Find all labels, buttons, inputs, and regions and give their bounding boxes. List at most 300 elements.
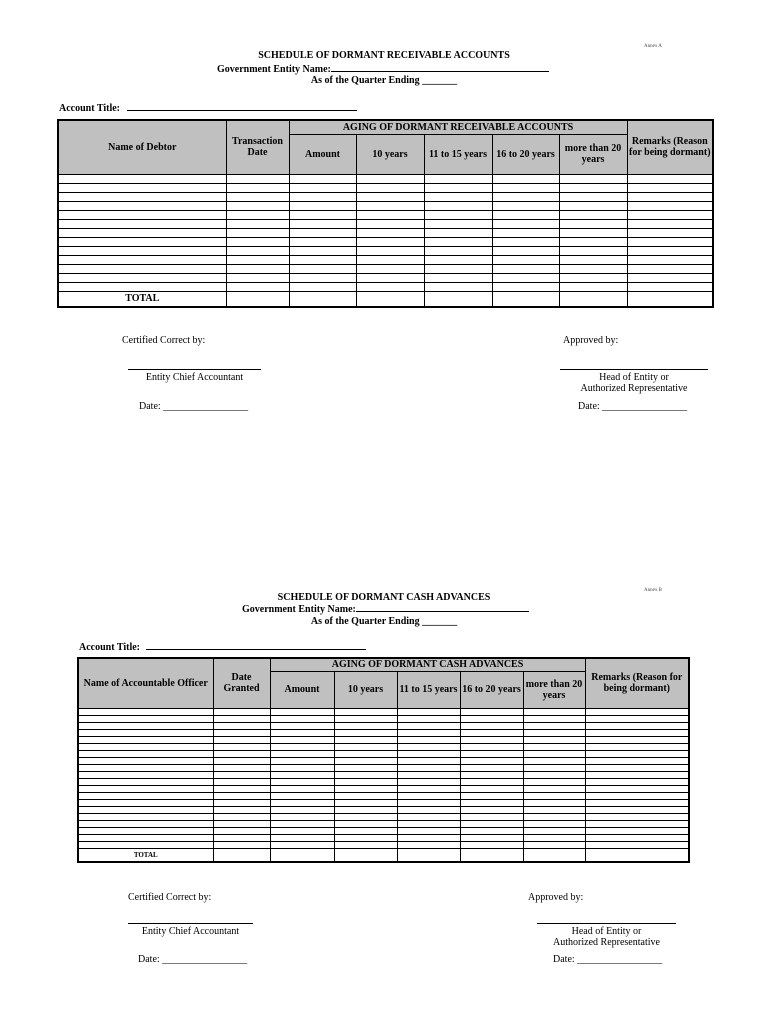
table-cell[interactable] <box>585 827 689 834</box>
table-cell[interactable] <box>226 201 289 210</box>
table-cell[interactable] <box>78 722 213 729</box>
table-cell[interactable] <box>356 210 424 219</box>
table-cell[interactable] <box>270 778 334 785</box>
table-cell[interactable] <box>270 785 334 792</box>
table-cell[interactable] <box>460 736 523 743</box>
table-cell[interactable] <box>289 273 356 282</box>
table-cell[interactable] <box>356 183 424 192</box>
signature-line-accountant[interactable] <box>128 369 261 370</box>
table-cell[interactable] <box>78 771 213 778</box>
table-cell[interactable] <box>356 246 424 255</box>
table-cell[interactable] <box>213 757 270 764</box>
table-cell[interactable] <box>213 834 270 841</box>
table-cell[interactable] <box>492 228 559 237</box>
table-cell[interactable] <box>270 764 334 771</box>
table-cell[interactable] <box>397 771 460 778</box>
table-cell[interactable] <box>270 750 334 757</box>
table-cell[interactable] <box>58 219 226 228</box>
table-cell[interactable] <box>492 183 559 192</box>
table-cell[interactable] <box>585 813 689 820</box>
table-cell[interactable] <box>424 201 492 210</box>
table-cell[interactable] <box>627 255 713 264</box>
table-cell[interactable] <box>213 813 270 820</box>
table-cell[interactable] <box>78 799 213 806</box>
signature-line-accountant[interactable] <box>128 923 253 924</box>
table-cell[interactable] <box>213 729 270 736</box>
table-cell[interactable] <box>424 273 492 282</box>
table-cell[interactable] <box>460 771 523 778</box>
table-cell[interactable] <box>270 834 334 841</box>
table-cell[interactable] <box>397 792 460 799</box>
table-cell[interactable] <box>270 806 334 813</box>
table-cell[interactable] <box>78 729 213 736</box>
table-cell[interactable] <box>58 246 226 255</box>
total-label: TOTAL <box>58 291 226 307</box>
table-cell[interactable] <box>289 219 356 228</box>
table-cell[interactable] <box>289 210 356 219</box>
table-cell[interactable] <box>460 841 523 848</box>
table-cell[interactable] <box>523 806 585 813</box>
table-cell[interactable] <box>492 219 559 228</box>
table-cell[interactable] <box>356 237 424 246</box>
table-cell[interactable] <box>334 708 397 715</box>
table-cell[interactable] <box>523 820 585 827</box>
table-cell[interactable] <box>213 764 270 771</box>
table-cell[interactable] <box>492 192 559 201</box>
table-cell[interactable] <box>289 228 356 237</box>
table-cell[interactable] <box>289 183 356 192</box>
table-cell[interactable] <box>627 273 713 282</box>
table-row <box>78 764 689 771</box>
table-cell[interactable] <box>460 708 523 715</box>
table-cell[interactable] <box>460 834 523 841</box>
signature-line-head[interactable] <box>537 923 676 924</box>
table-cell[interactable] <box>270 813 334 820</box>
table-cell[interactable] <box>397 820 460 827</box>
table-row <box>58 237 713 246</box>
table-cell[interactable] <box>334 771 397 778</box>
table-cell[interactable] <box>226 264 289 273</box>
table-cell[interactable] <box>78 813 213 820</box>
table-cell[interactable] <box>559 192 627 201</box>
table-cell[interactable] <box>460 806 523 813</box>
table-cell[interactable] <box>334 743 397 750</box>
table-row <box>58 246 713 255</box>
table-cell[interactable] <box>397 708 460 715</box>
table-cell[interactable] <box>559 264 627 273</box>
table-cell[interactable] <box>397 764 460 771</box>
table-cell[interactable] <box>460 743 523 750</box>
table-cell[interactable] <box>78 715 213 722</box>
table-cell[interactable] <box>585 834 689 841</box>
table-cell[interactable] <box>585 722 689 729</box>
table-cell[interactable] <box>585 729 689 736</box>
table-cell[interactable] <box>356 282 424 291</box>
table-cell[interactable] <box>523 827 585 834</box>
table-cell[interactable] <box>523 715 585 722</box>
table-cell[interactable] <box>523 785 585 792</box>
table-cell[interactable] <box>523 771 585 778</box>
table-cell[interactable] <box>356 201 424 210</box>
table-cell[interactable] <box>78 785 213 792</box>
table-cell[interactable] <box>226 183 289 192</box>
table-cell[interactable] <box>585 799 689 806</box>
table-cell[interactable] <box>424 210 492 219</box>
table-cell[interactable] <box>460 778 523 785</box>
table-cell[interactable] <box>523 729 585 736</box>
table-cell[interactable] <box>289 174 356 183</box>
table-cell[interactable] <box>213 736 270 743</box>
table-cell[interactable] <box>289 255 356 264</box>
table-cell[interactable] <box>397 736 460 743</box>
table-cell[interactable] <box>78 764 213 771</box>
table-cell[interactable] <box>460 729 523 736</box>
table-cell[interactable] <box>523 757 585 764</box>
table-cell[interactable] <box>213 743 270 750</box>
table-cell[interactable] <box>334 841 397 848</box>
table-cell[interactable] <box>585 764 689 771</box>
table-row <box>58 255 713 264</box>
date-field-left[interactable]: Date: _________________ <box>139 401 249 412</box>
table-cell[interactable] <box>213 827 270 834</box>
date-field-left[interactable]: Date: _________________ <box>138 954 248 965</box>
table-cell[interactable] <box>356 255 424 264</box>
table-cell[interactable] <box>585 743 689 750</box>
table-cell[interactable] <box>78 820 213 827</box>
table-cell[interactable] <box>559 219 627 228</box>
table-cell[interactable] <box>559 201 627 210</box>
table-cell[interactable] <box>270 708 334 715</box>
table-cell[interactable] <box>78 708 213 715</box>
table-cell[interactable] <box>213 820 270 827</box>
col-accountable-officer: Name of Accountable Officer <box>78 658 213 708</box>
table-cell[interactable] <box>585 757 689 764</box>
table-cell[interactable] <box>559 255 627 264</box>
table-cell[interactable] <box>460 715 523 722</box>
table-cell[interactable] <box>397 722 460 729</box>
table-cell[interactable] <box>397 785 460 792</box>
table-cell[interactable] <box>397 757 460 764</box>
table-cell[interactable] <box>78 827 213 834</box>
table-cell[interactable] <box>460 813 523 820</box>
table-cell[interactable] <box>559 174 627 183</box>
table-cell[interactable] <box>492 174 559 183</box>
table-cell[interactable] <box>270 715 334 722</box>
table-cell[interactable] <box>523 708 585 715</box>
table-cell[interactable] <box>424 237 492 246</box>
table-cell[interactable] <box>334 778 397 785</box>
table-row <box>58 273 713 282</box>
table-cell[interactable] <box>58 201 226 210</box>
table-cell[interactable] <box>424 219 492 228</box>
table-cell[interactable] <box>226 273 289 282</box>
table-cell[interactable] <box>270 771 334 778</box>
table-cell[interactable] <box>424 174 492 183</box>
table-row <box>58 219 713 228</box>
table-cell[interactable] <box>523 750 585 757</box>
table-cell[interactable] <box>559 273 627 282</box>
account-title-label: Account Title: <box>59 101 357 114</box>
table-cell[interactable] <box>492 246 559 255</box>
table-cell[interactable] <box>585 750 689 757</box>
table-cell[interactable] <box>424 255 492 264</box>
table-cell[interactable] <box>424 246 492 255</box>
table-cell[interactable] <box>460 827 523 834</box>
table-cell[interactable] <box>334 813 397 820</box>
table-row <box>78 729 689 736</box>
table-cell[interactable] <box>334 834 397 841</box>
table-cell[interactable] <box>397 806 460 813</box>
table-cell[interactable] <box>585 792 689 799</box>
table-row <box>58 192 713 201</box>
table-cell[interactable] <box>356 192 424 201</box>
table-cell[interactable] <box>523 834 585 841</box>
table-cell[interactable] <box>270 841 334 848</box>
table-cell[interactable] <box>492 255 559 264</box>
date-field-right[interactable]: Date: _________________ <box>553 954 663 965</box>
entity-name-label: Government Entity Name: <box>217 62 549 76</box>
table-cell[interactable] <box>585 785 689 792</box>
table-cell[interactable] <box>585 806 689 813</box>
date-field-right[interactable]: Date: _________________ <box>578 401 688 412</box>
col-amount: Amount <box>270 671 334 708</box>
table-cell[interactable] <box>397 799 460 806</box>
table-cell[interactable] <box>627 246 713 255</box>
table-cell[interactable] <box>270 736 334 743</box>
table-cell[interactable] <box>397 743 460 750</box>
table-cell[interactable] <box>397 729 460 736</box>
table-cell[interactable] <box>523 722 585 729</box>
table-cell[interactable] <box>270 827 334 834</box>
table-cell[interactable] <box>523 736 585 743</box>
table-cell[interactable] <box>334 736 397 743</box>
table-cell[interactable] <box>213 785 270 792</box>
annex-label: Annex B <box>644 588 662 593</box>
table-cell[interactable] <box>585 820 689 827</box>
table-cell[interactable] <box>226 282 289 291</box>
entity-name-field[interactable] <box>331 62 549 72</box>
table-body <box>58 174 713 291</box>
table-cell[interactable] <box>58 192 226 201</box>
head-of-entity-label: Head of Entity or <box>571 926 642 937</box>
table-cell[interactable] <box>213 841 270 848</box>
table-cell[interactable] <box>397 750 460 757</box>
table-cell[interactable] <box>78 778 213 785</box>
col-date-granted: Date Granted <box>213 658 270 708</box>
table-cell[interactable] <box>334 806 397 813</box>
table-cell[interactable] <box>334 792 397 799</box>
table-cell[interactable] <box>334 729 397 736</box>
chief-accountant-label: Entity Chief Accountant <box>141 926 240 937</box>
table-cell[interactable] <box>58 210 226 219</box>
table-cell[interactable] <box>289 282 356 291</box>
table-cell[interactable] <box>559 228 627 237</box>
table-cell[interactable] <box>397 827 460 834</box>
table-row <box>58 201 713 210</box>
table-cell[interactable] <box>356 273 424 282</box>
table-row <box>78 834 689 841</box>
table-cell[interactable] <box>492 282 559 291</box>
table-cell[interactable] <box>424 282 492 291</box>
table-cell[interactable] <box>559 246 627 255</box>
table-cell[interactable] <box>627 228 713 237</box>
quarter-ending-label: As of the Quarter Ending _______ <box>310 616 458 627</box>
table-cell[interactable] <box>397 813 460 820</box>
table-cell[interactable] <box>627 264 713 273</box>
table-cell[interactable] <box>397 715 460 722</box>
table-cell[interactable] <box>226 219 289 228</box>
table-cell[interactable] <box>289 192 356 201</box>
approved-by-label: Approved by: <box>528 892 584 903</box>
table-cell[interactable] <box>289 201 356 210</box>
table-cell[interactable] <box>78 743 213 750</box>
table-cell[interactable] <box>356 228 424 237</box>
table-cell[interactable] <box>213 708 270 715</box>
table-cell[interactable] <box>334 715 397 722</box>
account-title-field[interactable] <box>127 101 357 111</box>
table-cell[interactable] <box>492 237 559 246</box>
table-cell[interactable] <box>270 799 334 806</box>
table-cell[interactable] <box>585 841 689 848</box>
table-cell[interactable] <box>424 264 492 273</box>
table-cell[interactable] <box>559 237 627 246</box>
table-cell[interactable] <box>213 792 270 799</box>
table-cell[interactable] <box>460 799 523 806</box>
table-cell[interactable] <box>58 273 226 282</box>
table-cell[interactable] <box>226 246 289 255</box>
table-cell[interactable] <box>270 757 334 764</box>
table-cell[interactable] <box>492 210 559 219</box>
table-cell[interactable] <box>627 174 713 183</box>
table-cell[interactable] <box>334 799 397 806</box>
table-cell[interactable] <box>585 778 689 785</box>
table-cell[interactable] <box>58 255 226 264</box>
table-cell[interactable] <box>460 792 523 799</box>
table-cell[interactable] <box>226 237 289 246</box>
table-cell[interactable] <box>585 715 689 722</box>
table-cell[interactable] <box>559 183 627 192</box>
table-cell[interactable] <box>289 237 356 246</box>
table-cell[interactable] <box>334 820 397 827</box>
table-cell[interactable] <box>585 771 689 778</box>
table-cell[interactable] <box>78 792 213 799</box>
table-cell[interactable] <box>78 736 213 743</box>
table-cell[interactable] <box>334 750 397 757</box>
authorized-rep-label: Authorized Representative <box>553 937 660 948</box>
table-cell[interactable] <box>559 282 627 291</box>
table-cell[interactable] <box>559 210 627 219</box>
table-cell[interactable] <box>492 273 559 282</box>
table-cell[interactable] <box>627 192 713 201</box>
table-cell[interactable] <box>213 771 270 778</box>
table-cell[interactable] <box>523 792 585 799</box>
table-cell[interactable] <box>460 764 523 771</box>
table-cell[interactable] <box>585 736 689 743</box>
table-cell[interactable] <box>270 743 334 750</box>
table-cell[interactable] <box>226 174 289 183</box>
table-cell[interactable] <box>226 210 289 219</box>
table-cell[interactable] <box>213 715 270 722</box>
table-cell[interactable] <box>58 228 226 237</box>
table-cell[interactable] <box>460 750 523 757</box>
table-cell[interactable] <box>424 192 492 201</box>
page-title: SCHEDULE OF DORMANT CASH ADVANCES <box>277 592 491 603</box>
table-cell[interactable] <box>334 757 397 764</box>
table-cell[interactable] <box>397 834 460 841</box>
table-cell[interactable] <box>492 201 559 210</box>
table-cell[interactable] <box>424 228 492 237</box>
table-cell[interactable] <box>78 806 213 813</box>
table-cell[interactable] <box>627 210 713 219</box>
table-cell[interactable] <box>460 722 523 729</box>
table-cell[interactable] <box>270 729 334 736</box>
table-cell[interactable] <box>58 183 226 192</box>
table-cell[interactable] <box>213 722 270 729</box>
table-cell[interactable] <box>523 778 585 785</box>
table-cell[interactable] <box>397 841 460 848</box>
table-cell[interactable] <box>627 219 713 228</box>
table-cell[interactable] <box>356 264 424 273</box>
table-cell[interactable] <box>492 264 559 273</box>
account-title-field[interactable] <box>146 640 366 650</box>
table-cell[interactable] <box>213 806 270 813</box>
table-cell[interactable] <box>460 820 523 827</box>
table-cell[interactable] <box>627 237 713 246</box>
table-cell[interactable] <box>523 813 585 820</box>
table-cell[interactable] <box>523 799 585 806</box>
table-cell[interactable] <box>226 255 289 264</box>
table-cell[interactable] <box>460 757 523 764</box>
table-cell[interactable] <box>289 264 356 273</box>
table-cell[interactable] <box>397 778 460 785</box>
entity-name-field[interactable] <box>356 602 529 612</box>
table-cell[interactable] <box>58 237 226 246</box>
table-cell[interactable] <box>226 228 289 237</box>
table-cell[interactable] <box>78 750 213 757</box>
table-cell[interactable] <box>334 764 397 771</box>
table-cell[interactable] <box>523 743 585 750</box>
table-cell[interactable] <box>58 264 226 273</box>
table-cell[interactable] <box>213 750 270 757</box>
table-cell[interactable] <box>627 201 713 210</box>
table-cell[interactable] <box>523 764 585 771</box>
table-cell[interactable] <box>334 785 397 792</box>
table-cell[interactable] <box>585 708 689 715</box>
table-cell[interactable] <box>356 219 424 228</box>
table-cell[interactable] <box>460 785 523 792</box>
table-cell[interactable] <box>289 246 356 255</box>
table-cell[interactable] <box>334 827 397 834</box>
table-cell[interactable] <box>523 841 585 848</box>
table-cell[interactable] <box>627 183 713 192</box>
table-cell[interactable] <box>78 841 213 848</box>
table-cell[interactable] <box>78 834 213 841</box>
table-cell[interactable] <box>424 183 492 192</box>
table-cell[interactable] <box>78 757 213 764</box>
table-cell[interactable] <box>58 282 226 291</box>
table-cell[interactable] <box>58 174 226 183</box>
table-cell[interactable] <box>270 792 334 799</box>
table-cell[interactable] <box>356 174 424 183</box>
table-cell[interactable] <box>270 820 334 827</box>
table-cell[interactable] <box>270 722 334 729</box>
table-cell[interactable] <box>213 799 270 806</box>
table-cell[interactable] <box>627 282 713 291</box>
table-cell[interactable] <box>226 192 289 201</box>
table-cell[interactable] <box>334 722 397 729</box>
table-cell[interactable] <box>213 778 270 785</box>
signature-line-head[interactable] <box>560 369 708 370</box>
